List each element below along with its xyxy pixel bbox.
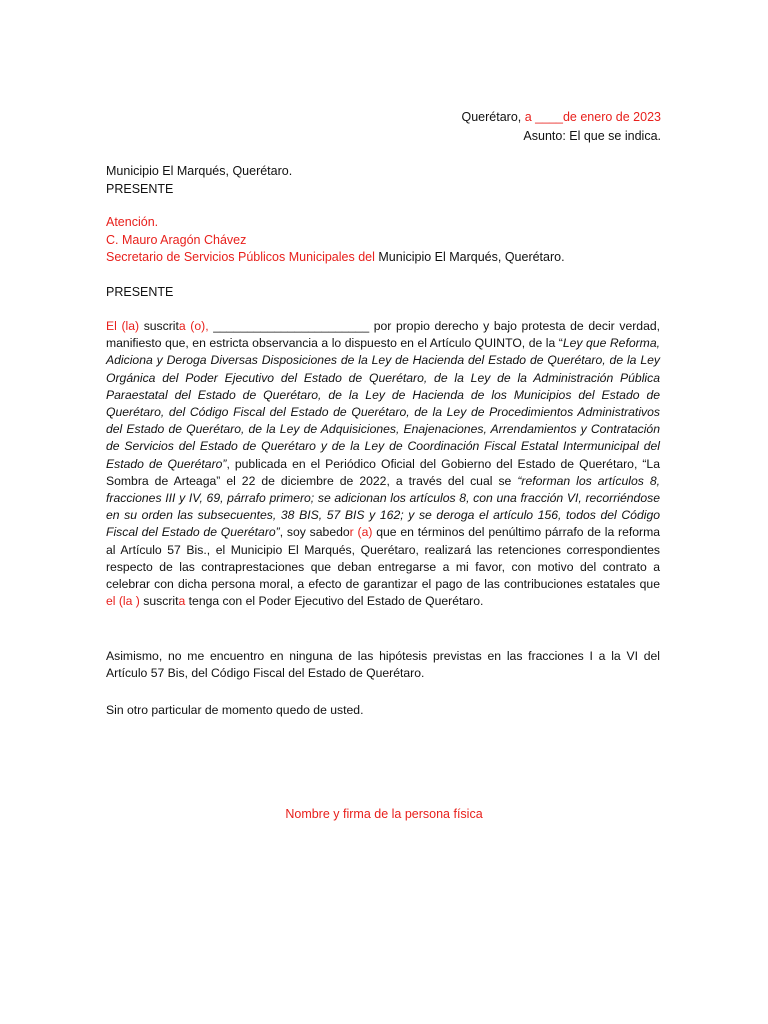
text-segment: a (o),	[178, 319, 209, 333]
text-segment: _______________________ por propio derecho y bajo protesta de decir verdad, manifiesto que, en estricta observancia a lo dispuesto en el Artículo QUINTO, de la “	[106, 319, 661, 351]
signature-label: Nombre y firma de la persona física	[285, 807, 483, 821]
text-segment: que en términos del penúltimo párrafo de la reforma al Artículo 57 Bis., el Municipio El Marqués, Querétaro, realizará las retenciones correspondientes respecto de las contraprestaciones que deban entregarse a mi favor, con motivo del contrato a celebrar con dicha persona moral, a efecto de garantizar el pago de las contribuciones estatales que	[106, 525, 661, 592]
attention-label: Atención.	[106, 215, 159, 229]
law-title-italic: Ley que Reforma, Adiciona y Deroga Diversas Disposiciones de la Ley de Hacienda del Estado de Querétaro, de la Ley Orgánica del Poder Ejecutivo del Estado de Querétaro, de la Ley de la Administración Pública Paraestatal del Estado de Querétaro, de la Ley de Hacienda de los Municipios del Estado de Querétaro, del Código Fiscal del Estado de Querétaro, de la Ley de Procedimientos Administrativos del Estado de Querétaro, de la Ley de Adquisiciones, Enajenaciones, Arrendamientos y Contratación de Servicios del Estado de Querétaro y de la Ley de Coordinación Fiscal Estatal Intermunicipal del Estado de Querétaro”	[106, 336, 660, 471]
date-place: Querétaro,	[461, 110, 522, 124]
closing-paragraph: Sin otro particular de momento quedo de usted.	[106, 703, 364, 717]
recipient-presente: PRESENTE	[106, 182, 174, 196]
attention-title	[106, 248, 565, 266]
attention-title-role: Secretario de Servicios Públicos Municipales del	[106, 250, 375, 264]
subject-line: Asunto: El que se indica.	[523, 129, 661, 143]
presente-heading: PRESENTE	[106, 285, 174, 299]
text-segment: r (a)	[349, 525, 373, 540]
date-value: a ____de enero de 2023	[524, 110, 661, 124]
text-segment: el (la )	[106, 594, 140, 609]
text-segment: El (la)	[106, 319, 140, 333]
main-paragraph	[106, 318, 660, 610]
text-segment: , soy sabedo	[279, 525, 350, 540]
second-paragraph: Asimismo, no me encuentro en ninguna de las hipótesis previstas en las fracciones I a la VI del Artículo 57 Bis, del Código Fiscal del Estado de Querétaro.	[106, 649, 660, 681]
text-segment: , publicada en el Periódico Oficial del Gobierno del Estado de Querétaro, “La Sombra de Arteaga” el 22 de diciembre de 2022, a través del cual se	[106, 456, 660, 488]
recipient-municipality: Municipio El Marqués, Querétaro.	[106, 164, 293, 178]
date-line	[462, 108, 662, 126]
text-segment: suscrit	[143, 319, 179, 333]
attention-name: C. Mauro Aragón Chávez	[106, 233, 247, 247]
attention-title-municipality: Municipio El Marqués, Querétaro.	[378, 250, 565, 264]
text-segment: a	[178, 594, 186, 609]
text-segment: suscrit	[143, 594, 179, 609]
text-segment: tenga con el Poder Ejecutivo del Estado de Querétaro.	[188, 594, 484, 609]
reform-quote-italic: “reforman los artículos 8, fracciones III y IV, 69, párrafo primero; se adicionan los artículos 8, con una fracción VI, recorriéndose en su orden las subsecuentes, 38 BIS, 57 BIS y 162; y se deroga el artículo 156, todos del Código Fiscal del Estado de Querétaro”	[106, 473, 660, 540]
